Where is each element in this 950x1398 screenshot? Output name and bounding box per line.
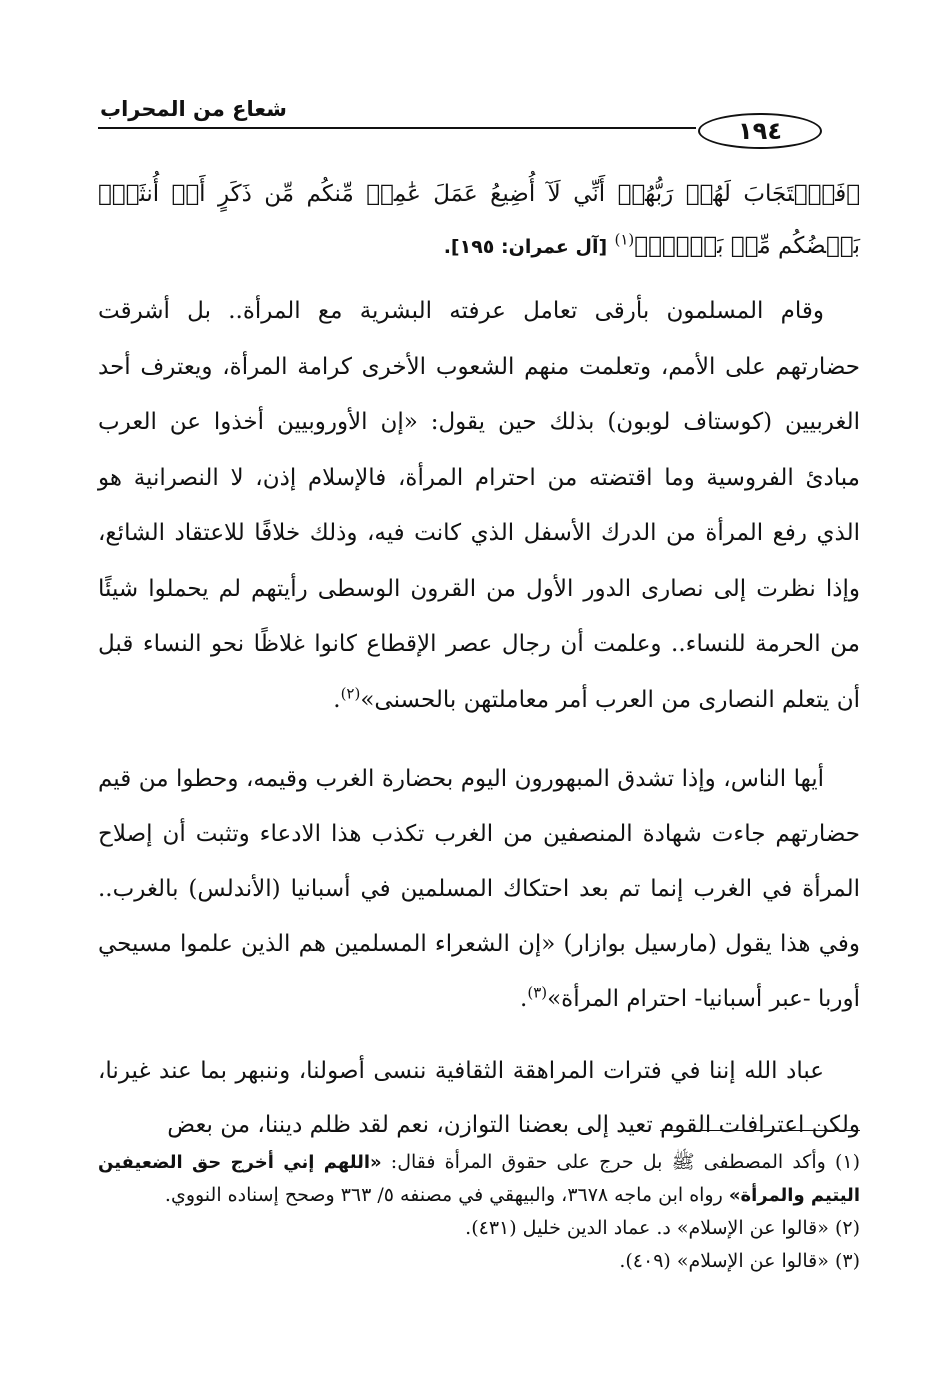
footnote-marker-2: (٢) xyxy=(340,683,361,702)
paragraph-2 xyxy=(98,752,860,1027)
footnote-number: (٣) xyxy=(834,1250,860,1272)
footnote-marker-3: (٣) xyxy=(527,983,548,1002)
footnote-quote: «اللهم إني أخرج حق الضعيفين اليتيم والمرأة» xyxy=(98,1152,860,1206)
footnote-separator xyxy=(660,1130,860,1131)
quran-verse xyxy=(98,168,860,273)
footnote-text: وأكد المصطفى ﷺ بل حرج على حقوق المرأة فقال: xyxy=(390,1151,826,1173)
paragraph-2-text: أيها الناس، وإذا تشدق المبهورون اليوم بحضارة الغرب وقيمه، وحطوا من قيم حضارتهم جاءت شهادة المنصفين من الغرب تكذب هذا الادعاء وتثبت أن إصلاح المرأة في الغرب إنما تم بعد احتكاك المسلمين في أسبانيا (الأندلس) بالغرب.. وفي هذا يقول (مارسيل بوازار) «إن الشعراء المسلمين هم الذين علموا مسيحي أوربا -عبر أسبانيا- احترام المرأة» xyxy=(98,766,860,1012)
header-rule xyxy=(98,127,696,129)
footnote-marker-1: (١) xyxy=(614,230,635,249)
footnote-text: «قالوا عن الإسلام» (٤٠٩). xyxy=(619,1250,829,1272)
page-number-badge: ١٩٤ xyxy=(698,113,822,149)
paragraph-3-text: عباد الله إننا في فترات المراهقة الثقافية ننسى أصولنا، وننبهر بما عند غيرنا، ولكن اعترافات القوم تعيد إلى بعضنا التوازن، نعم لقد ظلم ديننا، من بعض xyxy=(98,1058,860,1138)
verse-text: ﴿فَٱسۡتَجَابَ لَهُمۡ رَبُّهُمۡ أَنِّي لَآ أُضِيعُ عَمَلَ عَٰمِلٖ مِّنكُم مِّن ذَكَرٍ أَوۡ أُنثَىٰۖ بَعۡضُكُم مِّنۢ بَعۡضٖۖ﴾ xyxy=(98,181,860,259)
paragraph-1-end: . xyxy=(333,686,341,713)
paragraph-1 xyxy=(98,284,860,728)
footnote-number: (٢) xyxy=(834,1217,860,1239)
paragraph-3 xyxy=(98,1044,860,1152)
verse-reference: [آل عمران: ١٩٥]. xyxy=(443,236,608,258)
paragraph-1-text: وقام المسلمون بأرقى تعامل عرفته البشرية مع المرأة.. بل أشرقت حضارتهم على الأمم، وتعلمت منهم الشعوب الأخرى كرامة المرأة، ويعترف أحد الغربيين (كوستاف لوبون) بذلك حين يقول: «إن الأوروبيين أخذوا عن العرب مبادئ الفروسية وما اقتضته من احترام المرأة، فالإسلام إذن، لا النصرانية هو الذي رفع المرأة من الدرك الأسفل الذي كانت فيه، وذلك خلافًا للاعتقاد الشائع، وإذا نظرت إلى نصارى الدور الأول من القرون الوسطى رأيتهم لم يحملوا شيئًا من الحرمة للنساء.. وعلمت أن رجال عصر الإقطاع كانوا غلاظًا نحو النساء قبل أن يتعلم النصارى من العرب أمر معاملتهن بالحسنى» xyxy=(98,298,860,713)
footnote-3 xyxy=(98,1245,860,1278)
footnote-2 xyxy=(98,1212,860,1245)
running-header-title: شعاع من المحراب xyxy=(100,97,287,121)
footnote-source: رواه ابن ماجه ٣٦٧٨، والبيهقي في مصنفه ٥/ ٣٦٣ وصحح إسناده النووي. xyxy=(164,1184,723,1206)
paragraph-2-end: . xyxy=(520,986,528,1012)
footnote-text: «قالوا عن الإسلام» د. عماد الدين خليل (٤٣١). xyxy=(465,1217,829,1239)
footnote-1 xyxy=(98,1146,860,1212)
footnotes xyxy=(98,1146,860,1278)
footnote-number: (١) xyxy=(834,1151,861,1173)
